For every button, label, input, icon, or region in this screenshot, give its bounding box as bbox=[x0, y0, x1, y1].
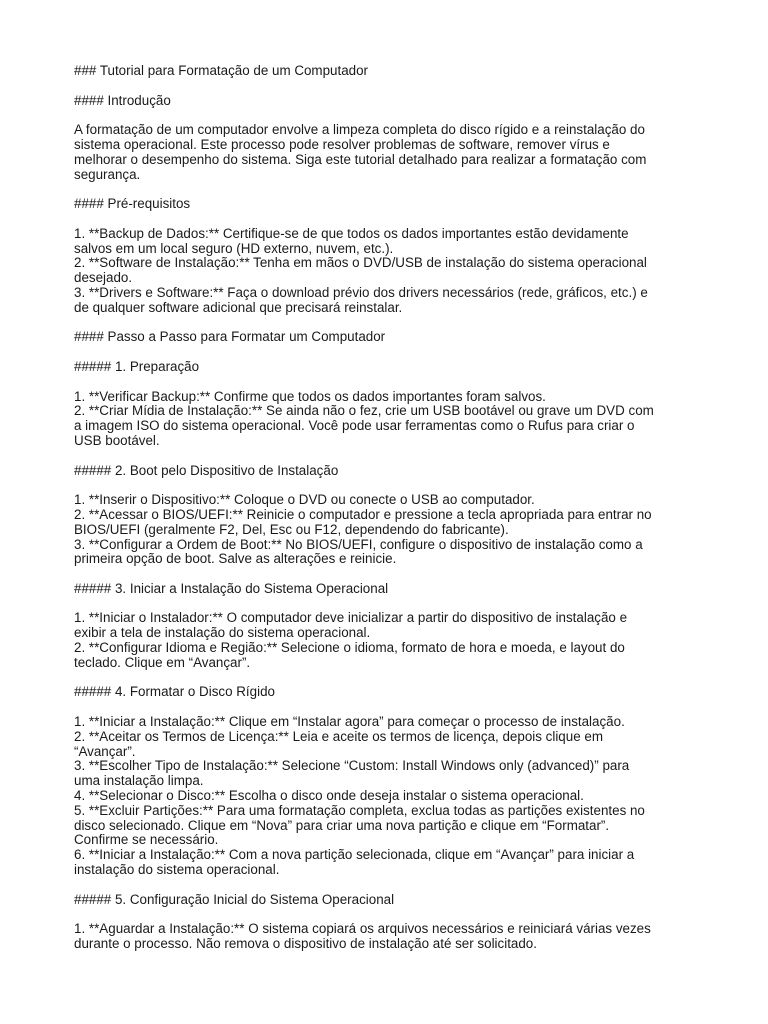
text-paragraph bbox=[74, 922, 694, 952]
text-line: A formatação de um computador envolve a limpeza completa do disco rígido e a reinstalação do bbox=[74, 122, 645, 138]
text-line: 1. **Verificar Backup:** Confirme que todos os dados importantes foram salvos. bbox=[74, 388, 546, 404]
text-line: ##### 1. Preparação bbox=[74, 358, 200, 374]
text-line: #### Pré-requisitos bbox=[74, 196, 191, 212]
text-line: de qualquer software adicional que precisará reinstalar. bbox=[74, 299, 403, 315]
text-line: uma instalação limpa. bbox=[74, 773, 204, 789]
text-line: BIOS/UEFI (geralmente F2, Del, Esc ou F12, dependendo do fabricante). bbox=[74, 521, 509, 537]
text-line: ### Tutorial para Formatação de um Computador bbox=[74, 63, 369, 78]
section-heading bbox=[74, 893, 694, 908]
text-line: #### Passo a Passo para Formatar um Computador bbox=[74, 329, 386, 345]
text-line: 3. **Configurar a Ordem de Boot:** No BIOS/UEFI, configure o dispositivo de instalação como a bbox=[74, 536, 643, 552]
section-heading bbox=[74, 582, 694, 597]
text-line: ##### 4. Formatar o Disco Rígido bbox=[74, 684, 275, 700]
text-line: 1. **Iniciar o Instalador:** O computador deve inicializar a partir do dispositivo de instalação e bbox=[74, 610, 628, 626]
text-line: 4. **Selecionar o Disco:** Escolha o disco onde deseja instalar o sistema operacional. bbox=[74, 788, 584, 804]
text-line: 1. **Inserir o Dispositivo:** Coloque o DVD ou conecte o USB ao computador. bbox=[74, 492, 535, 508]
section-heading bbox=[74, 685, 694, 700]
section-heading bbox=[74, 94, 694, 109]
text-line: 3. **Escolher Tipo de Instalação:** Selecione “Custom: Install Windows only (advanced)” para bbox=[74, 758, 630, 774]
text-line: exibir a tela de instalação do sistema operacional. bbox=[74, 625, 371, 641]
text-line: 6. **Iniciar a Instalação:** Com a nova partição selecionada, clique em “Avançar” para iniciar a bbox=[74, 847, 635, 863]
text-paragraph bbox=[74, 493, 694, 567]
section-heading bbox=[74, 464, 694, 479]
text-line: ##### 5. Configuração Inicial do Sistema Operacional bbox=[74, 891, 395, 907]
text-line: 2. **Acessar o BIOS/UEFI:** Reinicie o computador e pressione a tecla apropriada para entrar no bbox=[74, 506, 652, 522]
text-line: disco selecionado. Clique em “Nova” para criar uma nova partição e clique em “Formatar”. bbox=[74, 817, 610, 833]
text-line: 1. **Aguardar a Instalação:** O sistema copiará os arquivos necessários e reiniciará várias vezes bbox=[74, 921, 651, 937]
text-line: Confirme se necessário. bbox=[74, 832, 219, 848]
section-heading bbox=[74, 330, 694, 345]
section-heading bbox=[74, 64, 694, 79]
text-line: primeira opção de boot. Salve as alterações e reinicie. bbox=[74, 551, 397, 567]
text-paragraph bbox=[74, 123, 694, 182]
text-line: 2. **Criar Mídia de Instalação:** Se ainda não o fez, crie um USB bootável ou grave um DVD com bbox=[74, 403, 654, 419]
text-line: a imagem ISO do sistema operacional. Você pode usar ferramentas como o Rufus para criar o bbox=[74, 418, 635, 434]
text-paragraph bbox=[74, 611, 694, 670]
text-line: desejado. bbox=[74, 270, 133, 286]
text-line: 2. **Aceitar os Termos de Licença:** Leia e aceite os termos de licença, depois clique em bbox=[74, 728, 603, 744]
text-paragraph bbox=[74, 227, 694, 316]
text-line: teclado. Clique em “Avançar”. bbox=[74, 654, 251, 670]
text-line: sistema operacional. Este processo pode resolver problemas de software, remover vírus e bbox=[74, 136, 610, 152]
text-line: 3. **Drivers e Software:** Faça o download prévio dos drivers necessários (rede, gráficos, etc.) e bbox=[74, 284, 648, 300]
text-line: instalação do sistema operacional. bbox=[74, 862, 280, 878]
document-page bbox=[74, 64, 694, 967]
section-heading bbox=[74, 197, 694, 212]
text-line: 2. **Software de Instalação:** Tenha em mãos o DVD/USB de instalação do sistema operacional bbox=[74, 255, 647, 271]
text-line: salvos em um local seguro (HD externo, nuvem, etc.). bbox=[74, 240, 394, 256]
text-line: segurança. bbox=[74, 166, 141, 182]
text-paragraph bbox=[74, 390, 694, 449]
text-line: 2. **Configurar Idioma e Região:** Selecione o idioma, formato de hora e moeda, e layout do bbox=[74, 640, 625, 656]
text-line: “Avançar”. bbox=[74, 743, 136, 759]
text-line: 1. **Backup de Dados:** Certifique-se de que todos os dados importantes estão devidamente bbox=[74, 225, 629, 241]
text-line: melhorar o desempenho do sistema. Siga este tutorial detalhado para realizar a formatação com bbox=[74, 151, 647, 167]
text-line: 1. **Iniciar a Instalação:** Clique em “Instalar agora” para começar o processo de instalação. bbox=[74, 714, 625, 730]
text-line: USB bootável. bbox=[74, 432, 160, 448]
section-heading bbox=[74, 360, 694, 375]
text-line: ##### 2. Boot pelo Dispositivo de Instalação bbox=[74, 462, 339, 478]
text-line: ##### 3. Iniciar a Instalação do Sistema Operacional bbox=[74, 580, 389, 596]
text-line: durante o processo. Não remova o dispositivo de instalação até ser solicitado. bbox=[74, 936, 537, 952]
text-line: #### Introdução bbox=[74, 92, 171, 108]
text-line: 5. **Excluir Partições:** Para uma formatação completa, exclua todas as partições existentes no bbox=[74, 802, 645, 818]
text-paragraph bbox=[74, 715, 694, 878]
